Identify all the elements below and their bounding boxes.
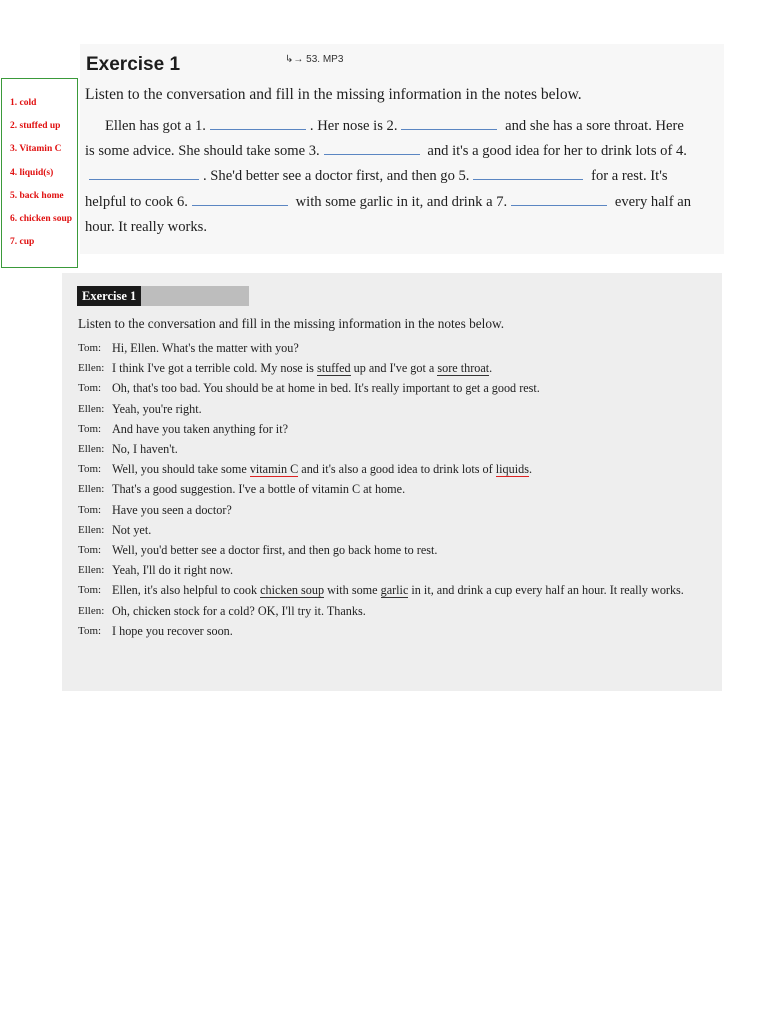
dialogue-line xyxy=(78,540,708,560)
answer-item: 2. stuffed up xyxy=(10,121,61,132)
underlined-term: vitamin C xyxy=(249,462,299,477)
blank-2 xyxy=(401,117,497,130)
blank-5 xyxy=(473,167,583,180)
dialogue-line xyxy=(78,439,708,459)
speaker-label: Tom: xyxy=(78,342,102,354)
underlined-term: chicken soup xyxy=(260,583,325,598)
dialogue xyxy=(78,338,708,641)
dialogue-line xyxy=(78,580,708,600)
speaker-label: Tom: xyxy=(78,544,102,557)
utterance: No, I haven't. xyxy=(112,442,178,457)
speaker-label: Ellen: xyxy=(78,483,105,496)
utterance: Not yet. xyxy=(112,522,152,537)
utterance: That's a good suggestion. I've a bottle of vitamin C at home. xyxy=(112,482,406,497)
speaker-label: Ellen: xyxy=(78,564,105,577)
speaker-label: Tom: xyxy=(78,382,102,395)
answer-item: 4. liquid(s) xyxy=(10,167,54,178)
dialogue-line xyxy=(78,459,708,479)
speaker-label: Tom: xyxy=(78,624,102,637)
utterance: Well, you'd better see a doctor first, and then go back home to rest. xyxy=(112,543,438,558)
speaker-label: Ellen: xyxy=(78,523,105,536)
dialogue-line xyxy=(78,621,708,641)
speaker-label: Tom: xyxy=(78,463,102,476)
speaker-label: Ellen: xyxy=(78,604,105,617)
blank-1 xyxy=(210,117,306,130)
utterance: And have you taken anything for it? xyxy=(112,421,288,436)
dialogue-line xyxy=(78,378,708,398)
speaker-label: Tom: xyxy=(78,503,102,516)
utterance: Yeah, I'll do it right now. xyxy=(112,563,234,578)
answer-item: 6. chicken soup xyxy=(10,214,73,225)
underlined-term: sore throat xyxy=(437,361,490,376)
answer-item: 5. back home xyxy=(10,190,64,201)
answer-item: 1. cold xyxy=(10,98,37,108)
speaker-label: Ellen: xyxy=(78,402,105,415)
blank-6 xyxy=(192,193,288,206)
dialogue-line xyxy=(78,399,708,419)
dialogue-line xyxy=(78,520,708,540)
speaker-icon: ↳→ xyxy=(285,54,307,65)
exercise-instruction: Listen to the conversation and fill in the missing information in the notes below. xyxy=(85,86,582,103)
utterance: Have you seen a doctor? xyxy=(112,502,232,517)
exercise-title: Exercise 1 xyxy=(86,54,181,75)
speaker-label: Ellen: xyxy=(78,362,105,375)
dialogue-line xyxy=(78,500,708,520)
utterance: I hope you recover soon. xyxy=(112,623,233,638)
speaker-label: Tom: xyxy=(78,584,102,597)
blank-7 xyxy=(511,193,607,206)
exercise-tag: Exercise 1 xyxy=(77,286,249,306)
answer-item: 3. Vitamin C xyxy=(10,144,62,155)
underlined-term: stuffed xyxy=(316,361,351,376)
utterance: I think I've got a terrible cold. My nose is stuffed up and I've got a sore throat. xyxy=(112,361,493,376)
tag-smudge xyxy=(141,286,249,306)
utterance: Ellen, it's also helpful to cook chicken soup with some garlic in it, and drink a cup every half an hour. It really works. xyxy=(112,583,684,598)
dialogue-line xyxy=(78,419,708,439)
underlined-term: garlic xyxy=(380,583,409,598)
exercise-notes-scan xyxy=(80,44,724,254)
underlined-term: liquids xyxy=(495,462,529,477)
utterance: Hi, Ellen. What's the matter with you? xyxy=(112,341,299,355)
transcript-scan xyxy=(62,273,722,691)
dialogue-line xyxy=(78,560,708,580)
blank-4 xyxy=(89,167,199,180)
utterance: Well, you should take some vitamin C and it's also a good idea to drink lots of liquids. xyxy=(112,462,532,477)
speaker-label: Ellen: xyxy=(78,443,105,456)
blank-3 xyxy=(324,142,420,155)
answer-item: 7. cup xyxy=(10,237,35,248)
utterance: Oh, that's too bad. You should be at home in bed. It's really important to get a good rest. xyxy=(112,381,540,396)
transcript-instruction: Listen to the conversation and fill in the missing information in the notes below. xyxy=(78,316,505,331)
notes-paragraph: Ellen has got a 1. . Her nose is 2. and she has a sore throat. Here is some advice. She should take some 3. and it's a good idea for her to drink lots of 4.. She'd better see a doctor first, and then go 5. for a rest. It's helpful to cook 6. with some garlic in it, and drink a 7. every half an hour. It really works. xyxy=(85,118,692,235)
dialogue-line xyxy=(78,601,708,621)
dialogue-line xyxy=(78,479,708,499)
dialogue-line xyxy=(78,358,708,378)
answer-key-box xyxy=(1,78,78,268)
dialogue-line xyxy=(78,338,708,358)
audio-track-label: ↳→ 53. MP3 xyxy=(285,54,344,65)
speaker-label: Tom: xyxy=(78,422,102,435)
utterance: Yeah, you're right. xyxy=(112,401,202,416)
utterance: Oh, chicken stock for a cold? OK, I'll try it. Thanks. xyxy=(112,603,366,618)
